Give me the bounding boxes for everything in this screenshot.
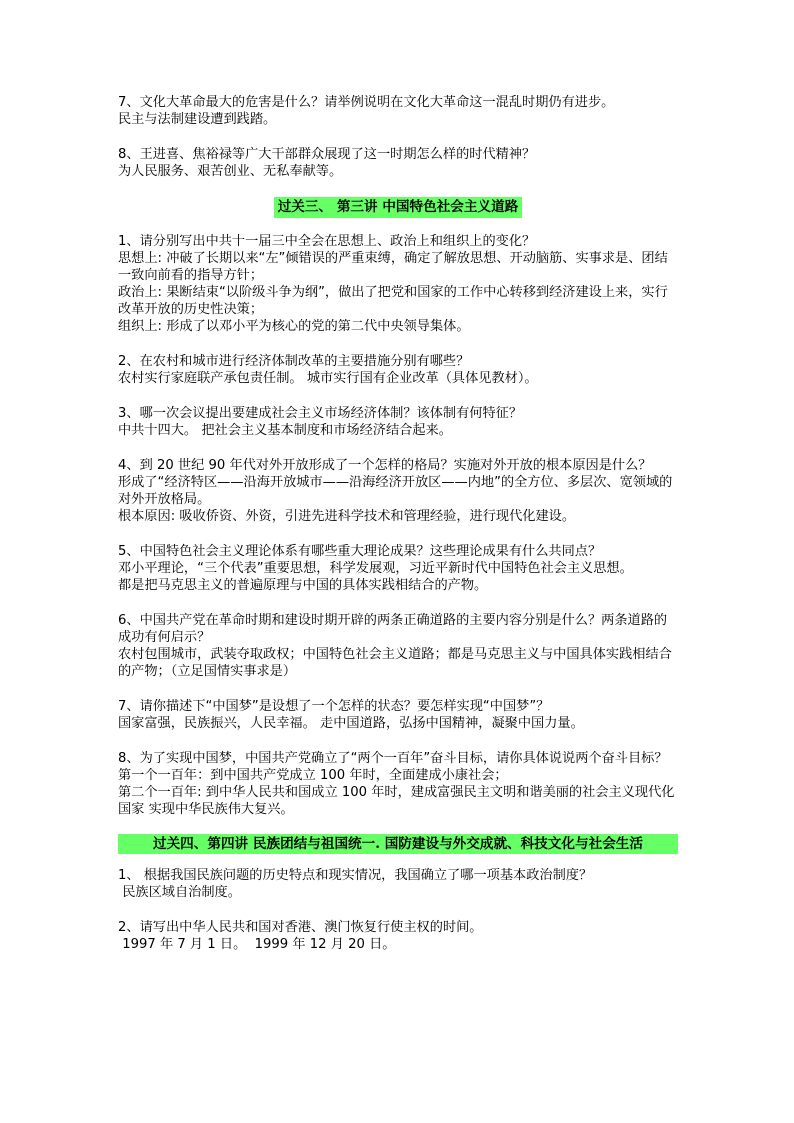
question-block-3-1 <box>118 233 678 335</box>
answer-text: 第一个一百年：到中国共产党成立 100 年时，全面建成小康社会； <box>118 768 508 783</box>
question-text: 2、在农村和城市进行经济体制改革的主要措施分别有哪些？ <box>118 354 470 369</box>
question-block-3-6 <box>118 612 678 680</box>
answer-text: 1997 年 7 月 1 日。 1999 年 12 月 20 日。 <box>118 937 396 952</box>
answer-text: 国家富强，民族振兴，人民幸福。 走中国道路，弘扬中国精神，凝聚中国力量。 <box>118 716 584 731</box>
question-block-3-3 <box>118 405 678 439</box>
question-block-3-5 <box>118 543 678 594</box>
answer-text: 形成了“经济特区——沿海开放城市——沿海经济开放区——内地”的全方位、多层次、宽领域的对外开放格局。 <box>118 475 673 507</box>
answer-text: 都是把马克思主义的普遍原理与中国的具体实践相结合的产物。 <box>118 578 488 593</box>
question-text: 2、请写出中华人民共和国对香港、澳门恢复行使主权的时间。 <box>118 920 483 935</box>
question-text: 8、王进喜、焦裕禄等广大干部群众展现了这一时期怎么样的时代精神？ <box>118 147 536 162</box>
question-block-3-7 <box>118 698 678 732</box>
section-heading-4: 过关四、第四讲 民族团结与祖国统一. 国防建设与外交成就、科技文化与社会生活 <box>118 834 678 854</box>
answer-text: 邓小平理论，“三个代表”重要思想，科学发展观，习近平新时代中国特色社会主义思想。 <box>118 561 633 576</box>
answer-text: 组织上: 形成了以邓小平为核心的党的第二代中央领导集体。 <box>118 319 470 334</box>
question-block-3-8 <box>118 750 678 818</box>
answer-text: 根本原因: 吸收侨资、外资，引进先进科学技术和管理经验，进行现代化建设。 <box>118 509 576 524</box>
question-block-2-7 <box>118 94 678 128</box>
question-block-4-2 <box>118 919 678 953</box>
answer-text: 第二个一百年: 到中华人民共和国成立 100 年时，建成富强民主文明和谐美丽的社会主义现代化国家 实现中华民族伟大复兴。 <box>118 785 675 817</box>
answer-text: 农村包围城市，武装夺取政权；中国特色社会主义道路；都是马克思主义与中国具体实践相结合的产物；（立足国情实事求是） <box>118 647 672 679</box>
question-text: 5、中国特色社会主义理论体系有哪些重大理论成果？这些理论成果有什么共同点？ <box>118 544 602 559</box>
question-text: 1、请分别写出中共十一届三中全会在思想上、政治上和组织上的变化？ <box>118 234 536 249</box>
answer-text: 政治上: 果断结束“以阶级斗争为纲”，做出了把党和国家的工作中心转移到经济建设上来，实行改革开放的历史性决策； <box>118 285 668 317</box>
answer-text: 中共十四大。 把社会主义基本制度和市场经济结合起来。 <box>118 423 452 438</box>
answer-text: 民主与法制建设遭到践踏。 <box>118 112 277 127</box>
question-text: 7、请你描述下“中国梦”是设想了一个怎样的状态？要怎样实现“中国梦”？ <box>118 699 550 714</box>
question-text: 3、哪一次会议提出要建成社会主义市场经济体制？该体制有何特征？ <box>118 406 523 421</box>
answer-text: 农村实行家庭联产承包责任制。 城市实行国有企业改革（具体见教材）。 <box>118 371 538 386</box>
question-text: 7、文化大革命最大的危害是什么？请举例说明在文化大革命这一混乱时期仍有进步。 <box>118 95 615 110</box>
question-block-3-4 <box>118 457 678 525</box>
section-heading-text: 过关三、 第三讲 中国特色社会主义道路 <box>274 197 523 218</box>
answer-text: 思想上: 冲破了长期以来“左”倾错误的严重束缚，确定了解放思想、开动脑筋、实事求是、团结一致向前看的指导方针； <box>118 251 668 283</box>
question-block-2-8 <box>118 146 678 180</box>
question-text: 1、 根据我国民族问题的历史特点和现实情况，我国确立了哪一项基本政治制度？ <box>118 868 593 883</box>
question-block-3-2 <box>118 353 678 387</box>
question-text: 6、中国共产党在革命时期和建设时期开辟的两条正确道路的主要内容分别是什么？两条道路的成功有何启示？ <box>118 613 668 645</box>
question-block-4-1 <box>118 867 678 901</box>
answer-text: 民族区域自治制度。 <box>118 885 241 900</box>
answer-text: 为人民服务、艰苦创业、无私奉献等。 <box>118 164 343 179</box>
question-text: 8、为了实现中国梦，中国共产党确立了“两个一百年”奋斗目标，请你具体说说两个奋斗目标？ <box>118 751 668 766</box>
document-content <box>118 94 678 971</box>
question-text: 4、到 20 世纪 90 年代对外开放形成了一个怎样的格局？实施对外开放的根本原因是什么？ <box>118 458 652 473</box>
section-heading-3 <box>118 196 678 218</box>
